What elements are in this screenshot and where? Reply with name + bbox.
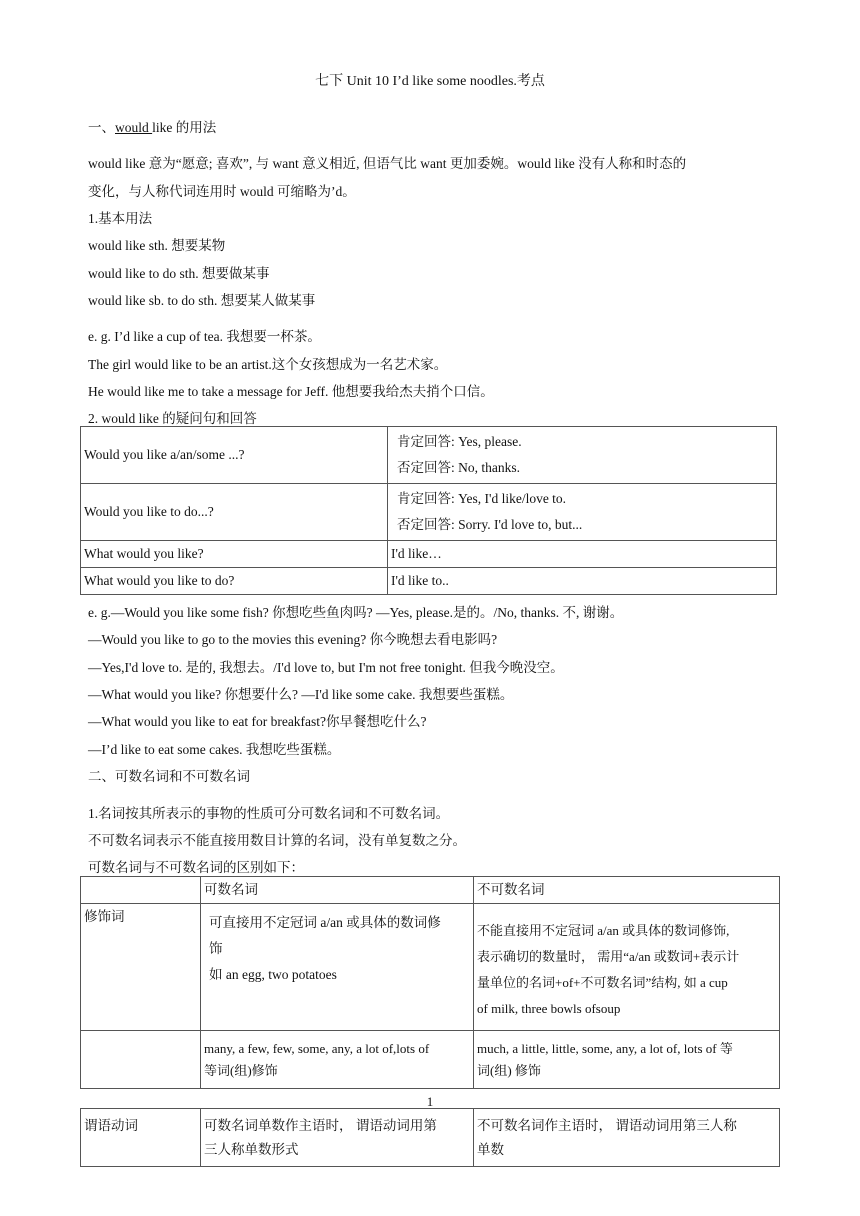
dialogue-line: —I’d like to eat some cakes. 我想吃些蛋糕。: [88, 742, 341, 757]
answer-cell: I'd like…: [388, 541, 777, 568]
empty-cell: [81, 1031, 201, 1089]
example-line: e. g. I’d like a cup of tea. 我想要一杯茶。: [88, 329, 321, 344]
header-empty: [81, 877, 201, 904]
cell-line: much, a little, little, some, any, a lot of, lots of 等: [477, 1040, 733, 1056]
countable-words-cell: [201, 1031, 474, 1089]
section1-heading-prefix: 一、: [88, 120, 115, 135]
cell-line: 单数: [477, 1141, 504, 1157]
modifier-label: 修饰词: [81, 904, 201, 1031]
uncountable-verb-cell: [474, 1109, 780, 1167]
page-title: 七下 Unit 10 I’d like some noodles.考点: [315, 74, 545, 89]
cell-line: 饰: [209, 941, 223, 956]
answer-cell: I'd like to..: [388, 568, 777, 595]
cell-line: 不可数名词作主语时， 谓语动词用第三人称: [477, 1117, 737, 1133]
table-row: [81, 484, 777, 541]
cell-line: 表示确切的数量时， 需用“a/an 或数词+表示计: [477, 949, 740, 964]
uncountable-words-cell: [474, 1031, 780, 1089]
basic-item: would like to do sth. 想要做某事: [88, 266, 270, 281]
header-countable: 可数名词: [201, 877, 474, 904]
dialogue-line: —Would you like to go to the movies this evening? 你今晚想去看电影吗?: [88, 632, 498, 647]
dialogue-line: —What would you like to eat for breakfast?你早餐想吃什么?: [88, 714, 427, 729]
question-cell: Would you like a/an/some ...?: [81, 427, 388, 484]
table-row: [81, 568, 777, 595]
countable-modifier-cell: [201, 904, 474, 1031]
question-cell: Would you like to do...?: [81, 484, 388, 541]
noun-comparison-table-continued: [80, 1108, 780, 1167]
question-heading: 2. would like 的疑问句和回答: [88, 411, 257, 426]
table-row: [81, 427, 777, 484]
cell-line: 等词(组)修饰: [204, 1062, 278, 1078]
noun-comparison-table: [80, 876, 780, 1089]
uncountable-modifier-cell: [474, 904, 780, 1031]
intro-line-1: would like 意为“愿意; 喜欢”, 与 want 意义相近, 但语气比 want 更加委婉。would like 没有人称和时态的: [88, 156, 687, 171]
section2-line: 不可数名词表示不能直接用数目计算的名词，没有单复数之分。: [88, 833, 466, 848]
basic-item: would like sb. to do sth. 想要某人做某事: [88, 293, 316, 308]
table-row: [81, 904, 780, 1031]
answer-cell: [388, 427, 777, 484]
cell-line: 量单位的名词+of+不可数名词”结构, 如 a cup: [477, 975, 728, 990]
cell-line: many, a few, few, some, any, a lot of,lots of: [204, 1040, 430, 1056]
section1-heading-underlined: would: [115, 120, 153, 135]
intro-line-2: 变化，与人称代词连用时 would 可缩略为’d。: [88, 184, 356, 199]
dialogue-line: —What would you like? 你想要什么? —I'd like some cake. 我想要些蛋糕。: [88, 687, 514, 702]
answer-negative: 否定回答: Sorry. I'd love to, but...: [397, 517, 583, 532]
answer-cell: [388, 484, 777, 541]
verb-label: 谓语动词: [81, 1109, 201, 1167]
cell-line: 如 an egg, two potatoes: [209, 967, 337, 982]
example-line: The girl would like to be an artist.这个女孩想成为一名艺术家。: [88, 357, 448, 372]
dialogue-line: —Yes,I'd love to. 是的, 我想去。/I'd love to, but I'm not free tonight. 但我今晚没空。: [88, 660, 564, 675]
countable-verb-cell: [201, 1109, 474, 1167]
basic-item: would like sth. 想要某物: [88, 238, 226, 253]
section1-heading-rest: like 的用法: [152, 120, 217, 135]
table-row: [81, 541, 777, 568]
page-number: 1: [426, 1094, 434, 1109]
table-row: [81, 1109, 780, 1167]
table-header-row: [81, 877, 780, 904]
section1-heading: [88, 116, 216, 136]
cell-line: 不能直接用不定冠词 a/an 或具体的数词修饰,: [477, 923, 730, 938]
example-line: He would like me to take a message for Jeff. 他想要我给杰夫捎个口信。: [88, 384, 494, 399]
section2-line: 可数名词与不可数名词的区别如下：: [88, 860, 304, 875]
would-like-question-table: [80, 426, 777, 595]
dialogue-line: e. g.—Would you like some fish? 你想吃些鱼肉吗? —Yes, please.是的。/No, thanks. 不, 谢谢。: [88, 605, 624, 620]
question-cell: What would you like to do?: [81, 568, 388, 595]
basic-usage-heading: 1.基本用法: [88, 211, 153, 226]
cell-line: 词(组) 修饰: [477, 1062, 541, 1078]
cell-line: 可数名词单数作主语时， 谓语动词用第: [204, 1117, 437, 1133]
question-cell: What would you like?: [81, 541, 388, 568]
answer-positive: 肯定回答: Yes, I'd like/love to.: [397, 491, 567, 506]
header-uncountable: 不可数名词: [474, 877, 780, 904]
cell-line: 可直接用不定冠词 a/an 或具体的数词修: [209, 915, 441, 930]
table-row: [81, 1031, 780, 1089]
answer-positive: 肯定回答: Yes, please.: [397, 434, 522, 449]
cell-line: 三人称单数形式: [204, 1141, 299, 1157]
cell-line: of milk, three bowls ofsoup: [477, 1001, 621, 1016]
section2-line: 1.名词按其所表示的事物的性质可分可数名词和不可数名词。: [88, 806, 450, 821]
answer-negative: 否定回答: No, thanks.: [397, 460, 520, 475]
section2-heading: 二、可数名词和不可数名词: [88, 769, 250, 784]
